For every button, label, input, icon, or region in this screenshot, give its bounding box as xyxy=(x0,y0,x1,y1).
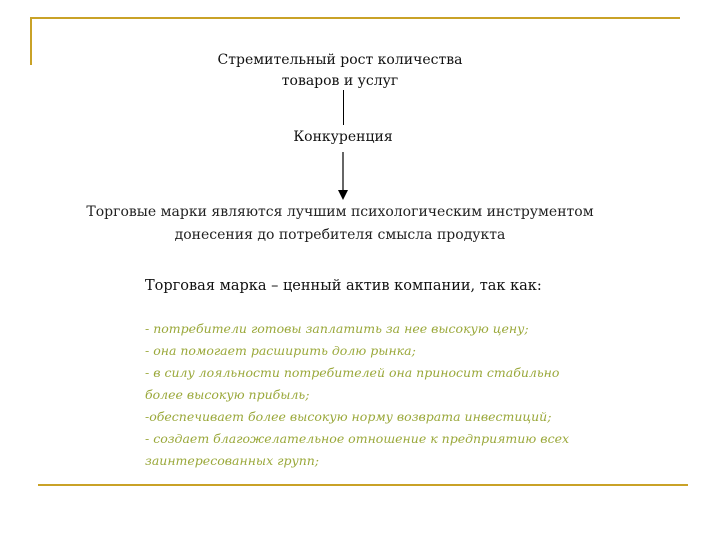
page-title xyxy=(200,50,480,92)
brand-statement xyxy=(80,201,600,247)
competition-label: Конкуренция xyxy=(293,129,393,145)
down-arrow-icon xyxy=(336,152,350,202)
connector-line xyxy=(343,90,344,125)
reasons-list xyxy=(145,318,585,472)
asset-heading: Торговая марка – ценный актив компании, так как: xyxy=(145,278,542,294)
list-item: - в силу лояльности потребителей она приносит стабильно более высокую прибыль; xyxy=(145,365,560,402)
statement-line-2: донесения до потребителя смысла продукта xyxy=(174,227,506,243)
statement-line-1: Торговые марки являются лучшим психологическим инструментом xyxy=(86,204,594,220)
list-item: - создает благожелательное отношение к предприятию всех заинтересованных групп; xyxy=(145,431,570,468)
title-line-1: Стремительный рост количества xyxy=(217,52,463,68)
title-line-2: товаров и услуг xyxy=(281,73,399,89)
frame-bottom-line xyxy=(38,484,688,486)
list-item: -обеспечивает более высокую норму возврата инвестиций; xyxy=(145,409,552,424)
list-item: - она помогает расширить долю рынка; xyxy=(145,343,416,358)
frame-left-line xyxy=(30,17,32,65)
frame-top-line xyxy=(30,17,680,19)
list-item: - потребители готовы заплатить за нее высокую цену; xyxy=(145,321,529,336)
